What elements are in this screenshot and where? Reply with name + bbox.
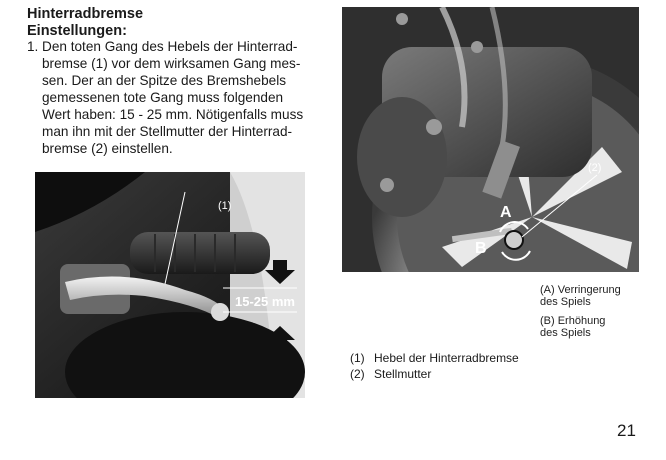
- legend-item: [350, 366, 519, 382]
- caption-b-line: (B) Erhöhung: [540, 315, 606, 327]
- figure-legend: [350, 350, 519, 382]
- caption-a-line: des Spiels: [540, 296, 591, 308]
- step-line: man ihn mit der Stellmutter der Hinterrad-: [42, 124, 293, 139]
- legend-item: [350, 350, 519, 366]
- step-line: bremse (2) einstellen.: [42, 141, 173, 156]
- caption-b: [540, 315, 605, 339]
- brake-nut-photo: [342, 7, 639, 272]
- legend-number: (2): [350, 367, 365, 381]
- brake-nut-illustration: [342, 7, 639, 272]
- step-line: bremse (1) vor dem wirksamen Gang mes-: [42, 56, 301, 71]
- legend-text: Hebel der Hinterradbremse: [374, 351, 519, 365]
- label-a: A: [500, 204, 512, 221]
- step-number: 1.: [27, 39, 39, 54]
- section-heading: [27, 6, 143, 40]
- step-line: gemessenen tote Gang muss folgenden: [42, 90, 284, 105]
- label-b: B: [475, 240, 487, 257]
- caption-a: [540, 284, 621, 308]
- brake-lever-photo: [35, 172, 305, 398]
- page-number: 21: [617, 421, 636, 440]
- callout-lever: (1): [218, 200, 232, 212]
- callout-nut: (2): [588, 162, 602, 174]
- section-title: Hinterradbremse: [27, 6, 144, 22]
- step-line: Den toten Gang des Hebels der Hinterrad-: [42, 39, 298, 54]
- legend-text: Stellmutter: [374, 367, 432, 381]
- step-text: [42, 38, 327, 157]
- step-line: sen. Der an der Spitze des Bremshebels: [42, 73, 287, 88]
- measurement-label: 15-25 mm: [235, 294, 295, 309]
- section-subtitle: Einstellungen:: [27, 23, 127, 39]
- caption-a-line: (A) Verringerung: [540, 284, 621, 296]
- step-line: Wert haben: 15 - 25 mm. Nötigenfalls muss: [42, 107, 304, 122]
- legend-number: (1): [350, 351, 365, 365]
- caption-b-line: des Spiels: [540, 327, 591, 339]
- brake-lever-illustration: [35, 172, 305, 398]
